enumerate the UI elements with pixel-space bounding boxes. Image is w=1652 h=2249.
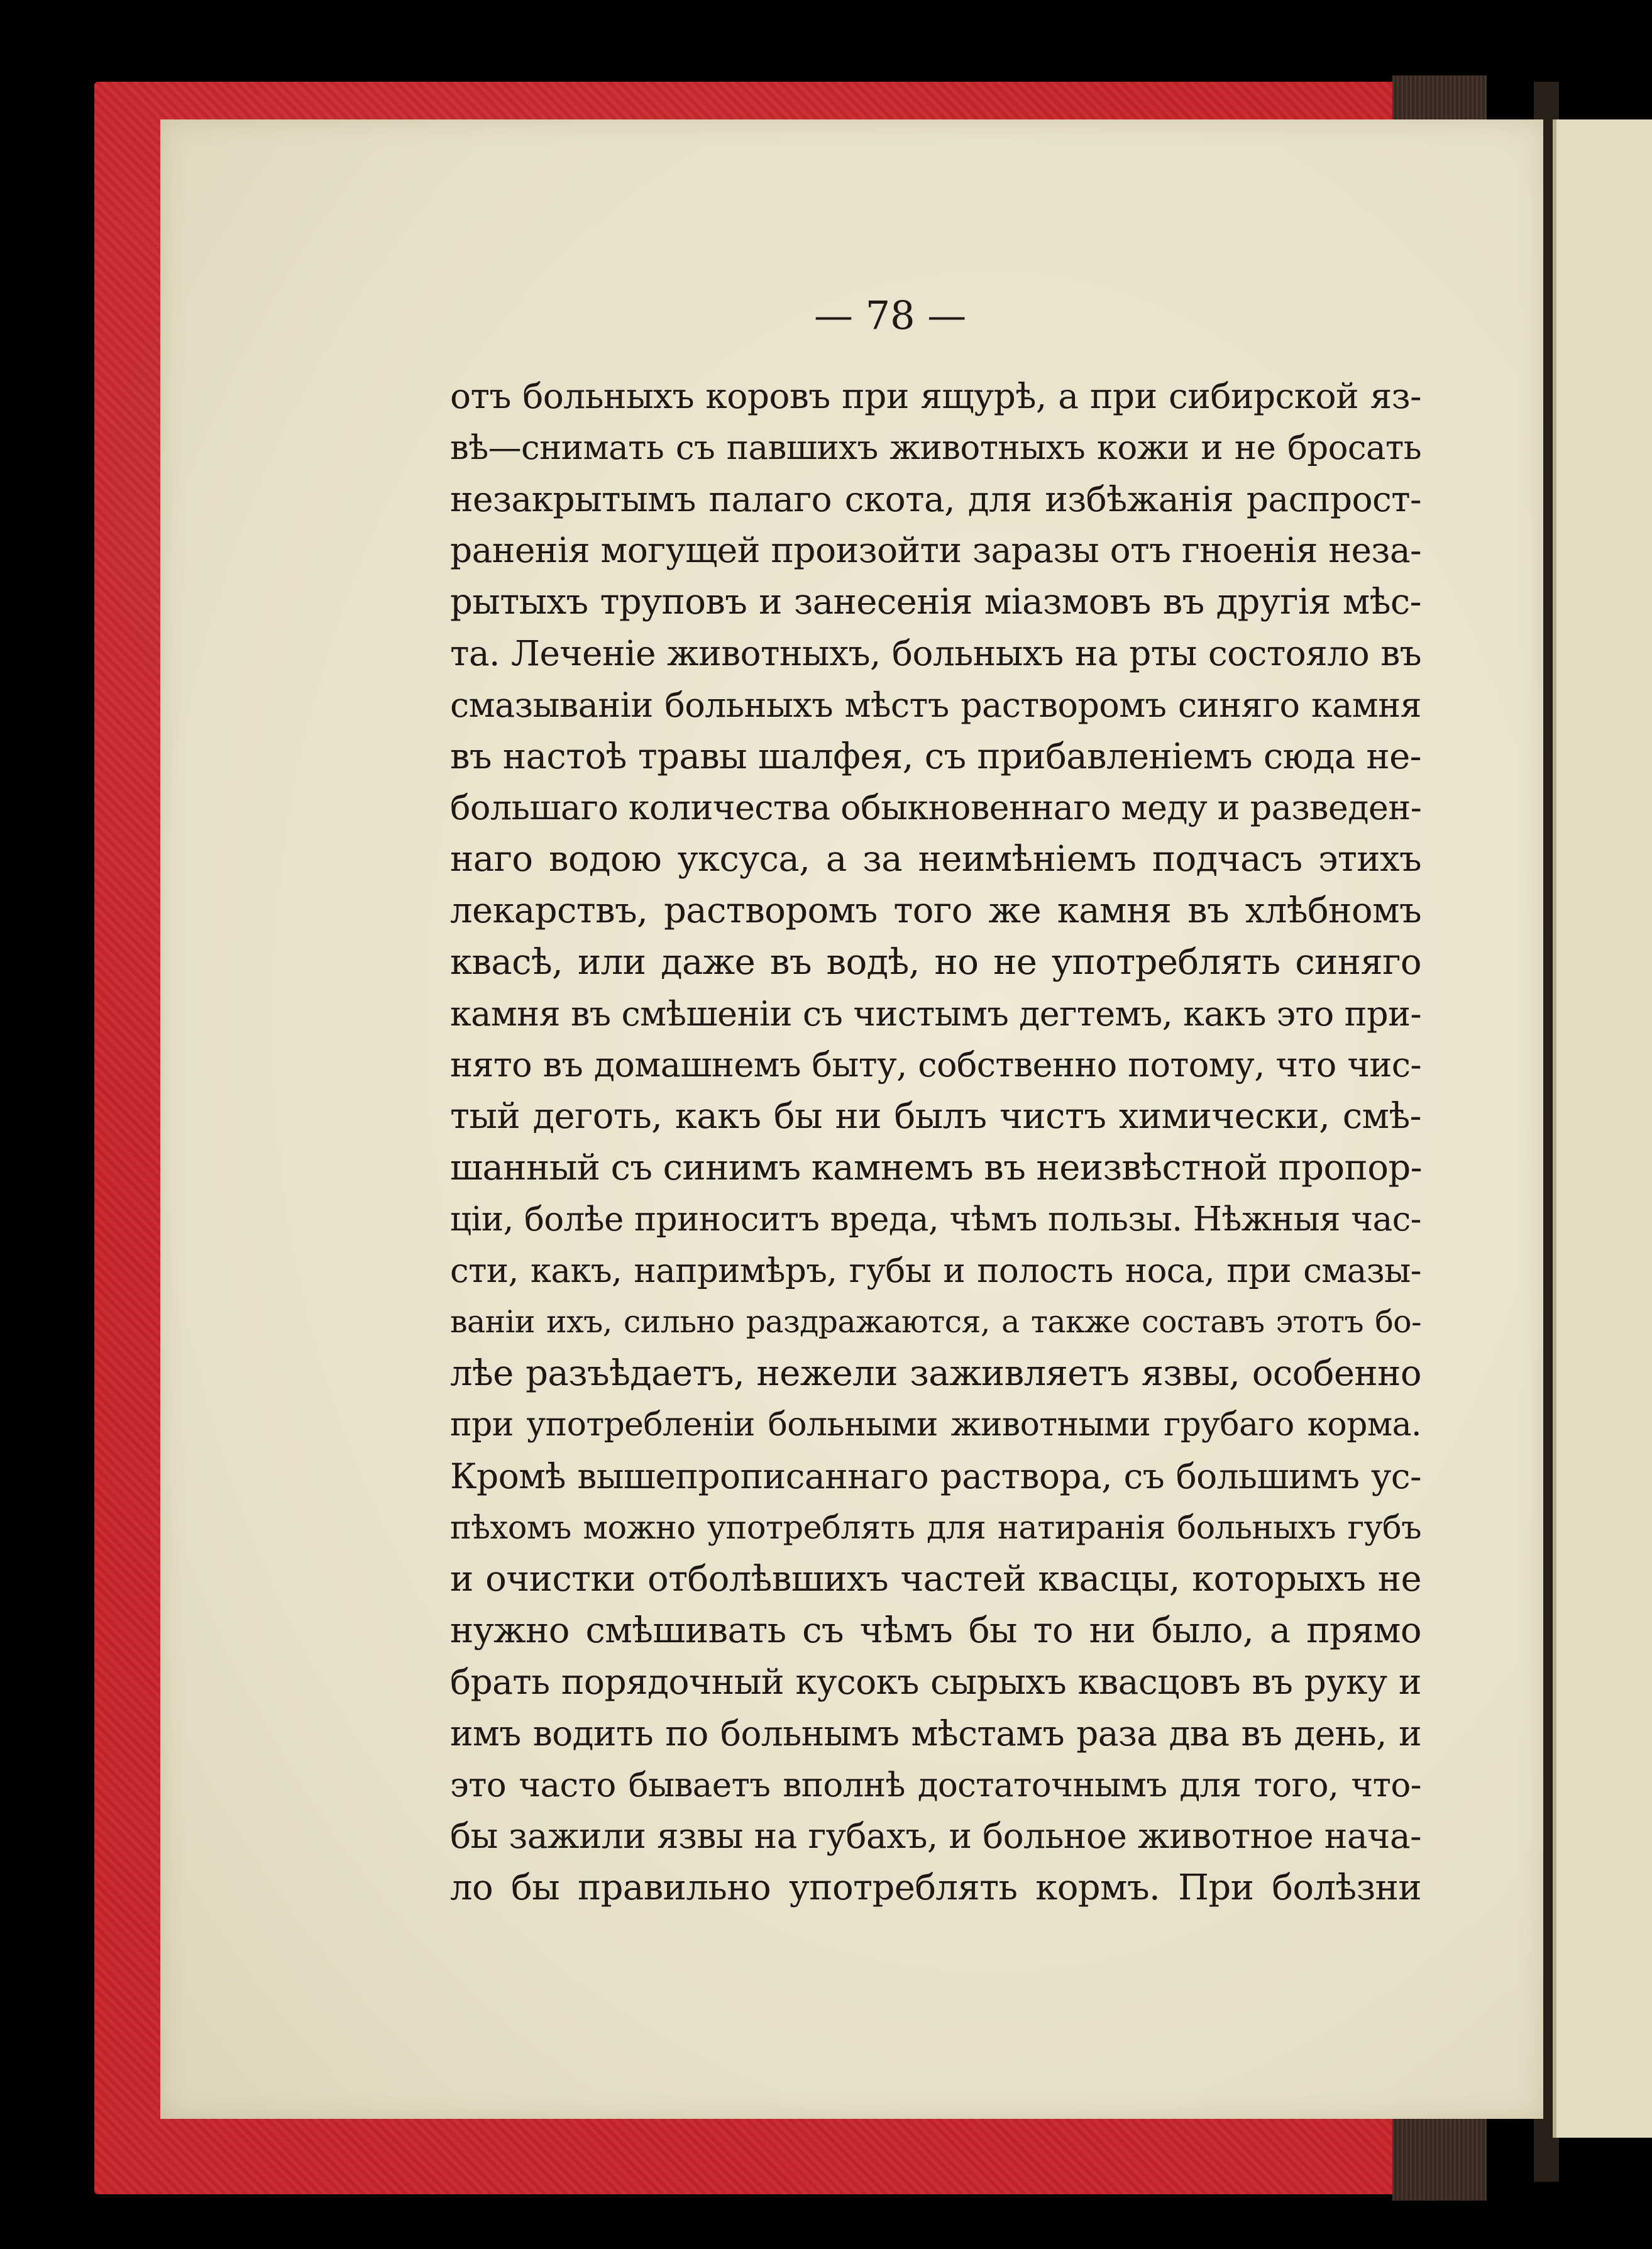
text-line: вѣ—снимать съ павшихъ животныхъ кожи и не бросать	[450, 428, 1421, 467]
text-line: имъ водить по больнымъ мѣстамъ раза два въ день, и	[450, 1713, 1421, 1754]
text-line: большаго количества обыкновеннаго меду и разведен-	[450, 788, 1422, 828]
text-line: незакрытымъ палаго скота, для избѣжанія распрост-	[450, 478, 1421, 519]
text-line: въ настоѣ травы шалфея, съ прибавленіемъ сюда не-	[450, 736, 1421, 777]
text-line: наго водою уксуса, а за неимѣніемъ подчасъ этихъ	[450, 839, 1421, 880]
text-line: ціи, болѣе приноситъ вреда, чѣмъ пользы. Нѣжныя час-	[450, 1200, 1421, 1239]
text-line: ло бы правильно употреблять кормъ. При болѣзни	[450, 1867, 1421, 1909]
text-line: и очистки отболѣвшихъ частей квасцы, которыхъ не	[450, 1559, 1421, 1600]
text-line: лекарствъ, растворомъ того же камня въ хлѣбномъ	[450, 890, 1421, 931]
page-number-text: — 78 —	[814, 292, 967, 338]
text-line: та. Леченіе животныхъ, больныхъ на рты состояло въ	[450, 633, 1421, 673]
text-line: отъ больныхъ коровъ при ящурѣ, а при сибирской яз-	[450, 376, 1421, 416]
facing-page-edge	[1553, 119, 1652, 2138]
text-line: Кромѣ вышепрописаннаго раствора, съ большимъ ус-	[450, 1456, 1421, 1496]
text-line: тый деготь, какъ бы ни былъ чистъ химически, смѣ-	[450, 1096, 1421, 1137]
text-line: бы зажили язвы на губахъ, и больное животное нача-	[450, 1816, 1421, 1857]
text-line: рытыхъ труповъ и занесенія міазмовъ въ другія мѣс-	[450, 582, 1421, 623]
text-line: смазываніи больныхъ мѣстъ растворомъ синяго камня	[450, 685, 1421, 725]
body-text	[450, 371, 1421, 1914]
text-line: ваніи ихъ, сильно раздражаются, а также составъ этотъ бо-	[450, 1304, 1421, 1340]
text-line: нято въ домашнемъ быту, собственно потому, что чис-	[450, 1045, 1421, 1085]
text-line: при употребленіи больными животными грубаго корма.	[450, 1405, 1421, 1444]
text-line: брать порядочный кусокъ сырыхъ квасцовъ въ руку и	[450, 1661, 1421, 1702]
text-line: сти, какъ, напримѣръ, губы и полость носа, при смазы-	[450, 1251, 1421, 1290]
text-line: камня въ смѣшеніи съ чистымъ дегтемъ, какъ это при-	[450, 993, 1421, 1034]
text-line: нужно смѣшивать съ чѣмъ бы то ни было, а прямо	[450, 1610, 1421, 1652]
text-line: раненія могущей произойти заразы отъ гноенія неза-	[450, 530, 1421, 571]
text-line: это часто бываетъ вполнѣ достаточнымъ для того, что-	[450, 1765, 1421, 1804]
text-line: лѣе разъѣдаетъ, нежели заживляетъ язвы, особенно	[450, 1353, 1421, 1395]
text-line: шанный съ синимъ камнемъ въ неизвѣстной пропор-	[450, 1147, 1422, 1188]
page-number	[0, 292, 1652, 338]
text-line: квасѣ, или даже въ водѣ, но не употреблять синяго	[450, 941, 1421, 983]
text-line: пѣхомъ можно употреблять для натиранія больныхъ губъ	[450, 1509, 1421, 1547]
